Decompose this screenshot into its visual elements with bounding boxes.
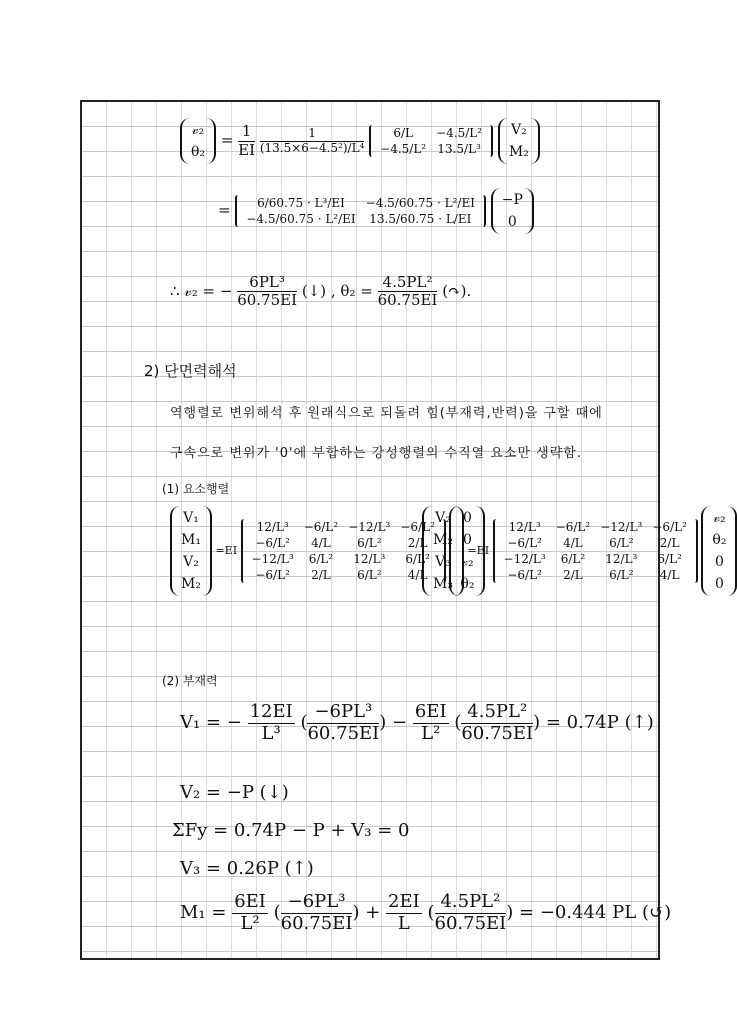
fraction: $\frac{2EI}{L}$ [388,891,420,934]
lhs-vector [180,118,216,164]
element-stiffness-matrix: 12/L³ −6/L² −12/L³ −6/L² −6/L² 4/L 6/L² 2/L −12/L³ 6/L² 12/L³ 6/L² −6/L² 2/L 6/L² 4/L [241,519,446,583]
force-vector-left: V₁ M₁ V₂ M₂ [170,506,212,596]
load-vector: −P 0 [491,188,534,234]
displacement-equation: 𝓋₂ θ₂ = $\frac{1}{EI}$ $\frac{1}{\text{(13.5×6−4.5²)/L⁴}}$ 6/L −4.5/L² −4.5/L² 13.5/L³ V₂ M₂ [180,118,540,164]
displacement-equation-evaluated: = 6/60.75 · L³/EI −4.5/60.75 · L²/EI −4.5/60.75 · L²/EI 13.5/60.75 · L/EI −P 0 [218,188,534,234]
force-vector: V₂ M₂ [498,118,540,164]
m1-equation: M₁ = $\frac{6EI}{\text{L²}}$ ( $\frac{\text{−6PL³}}{60.75EI}$ ) + $\frac{2EI}{L}$ ( $\frac{\text{4.5PL²}}{60.75EI}$ ) = −0.444 PL (↺) [180,891,672,934]
fraction: $\frac{\text{−6PL³}}{60.75EI}$ [307,701,380,744]
fraction: $\frac{12EI}{\text{L³}}$ [249,701,293,744]
fraction: $\frac{\text{4.5PL²}}{60.75EI}$ [377,273,438,310]
fraction: $\frac{\text{−6PL³}}{60.75EI}$ [280,891,353,934]
section-heading: 2) 단면력해석 [144,362,237,380]
v1-equation: V₁ = − $\frac{12EI}{\text{L³}}$ ( $\frac{\text{−6PL³}}{60.75EI}$ ) − $\frac{6EI}{\text{L²}}$ ( $\frac{\text{4.5PL²}}{60.75EI}$ ) = 0.74P (↑) [180,701,654,744]
fraction: $\frac{6EI}{\text{L²}}$ [234,891,266,934]
determinant-fraction: $\frac{1}{\text{(13.5×6−4.5²)/L⁴}}$ [259,125,365,155]
fraction: $\frac{\text{4.5PL²}}{60.75EI}$ [434,891,507,934]
displacement-vector-left: 0 0 𝓋₂ θ₂ [449,506,485,596]
fraction: $\frac{\text{6PL³}}{60.75EI}$ [237,273,298,310]
element-matrix-right: V₂ M₂ V₃ M₃ =EI 12/L³ −6/L² −12/L³ −6/L² −6/L² 4/L 6/L² 2/L −12/L³ 6/L² 12/L³ 6/L² −6/L² 2/L 6/L² 4/L 𝓋₂ θ₂ 0 0 [422,506,737,596]
paragraph-line: 역행렬로 변위해석 후 원래식으로 되돌려 힘(부재력,반력)을 구할 때에 [170,406,603,421]
fraction: $\frac{1}{EI}$ [238,122,256,159]
flexibility-matrix: 6/60.75 · L³/EI −4.5/60.75 · L²/EI −4.5/60.75 · L²/EI 13.5/60.75 · L/EI [235,195,486,227]
fraction: $\frac{\text{4.5PL²}}{60.75EI}$ [461,701,534,744]
vector-entry: 𝓋₂ [191,122,205,138]
stiffness-matrix: 6/L −4.5/L² −4.5/L² 13.5/L³ [369,125,493,157]
subsection-heading: (1) 요소행렬 [162,482,230,496]
v2-equation: V₂ = −P (↓) [180,782,289,803]
element-stiffness-matrix: 12/L³ −6/L² −12/L³ −6/L² −6/L² 4/L 6/L² 2/L −12/L³ 6/L² 12/L³ 6/L² −6/L² 2/L 6/L² 4/L [493,519,698,583]
paragraph-line: 구속으로 변위가 '0'에 부합하는 강성행렬의 수직열 요소만 생략함. [170,446,582,461]
notebook-page [80,100,727,960]
displacement-result: ∴ 𝓋₂ = − $\frac{\text{6PL³}}{60.75EI}$ (↓) , θ₂ = $\frac{\text{4.5PL²}}{60.75EI}$ (↷). [170,273,472,310]
v3-equation: V₃ = 0.26P (↑) [180,858,314,879]
fraction: $\frac{6EI}{\text{L²}}$ [414,701,447,744]
force-vector-right: V₂ M₂ V₃ M₃ [422,506,464,596]
subsection-heading: (2) 부재력 [162,674,218,688]
element-matrix-left: V₁ M₁ V₂ M₂ =EI 12/L³ −6/L² −12/L³ −6/L² −6/L² 4/L 6/L² 2/L −12/L³ 6/L² 12/L³ 6/L² −6/L² 2/L 6/L² 4/L 0 0 𝓋₂ θ₂ [170,506,485,596]
displacement-vector-right: 𝓋₂ θ₂ 0 0 [701,506,737,596]
vector-entry: θ₂ [191,144,206,160]
equilibrium-equation: ΣFy = 0.74P − P + V₃ = 0 [172,820,410,841]
